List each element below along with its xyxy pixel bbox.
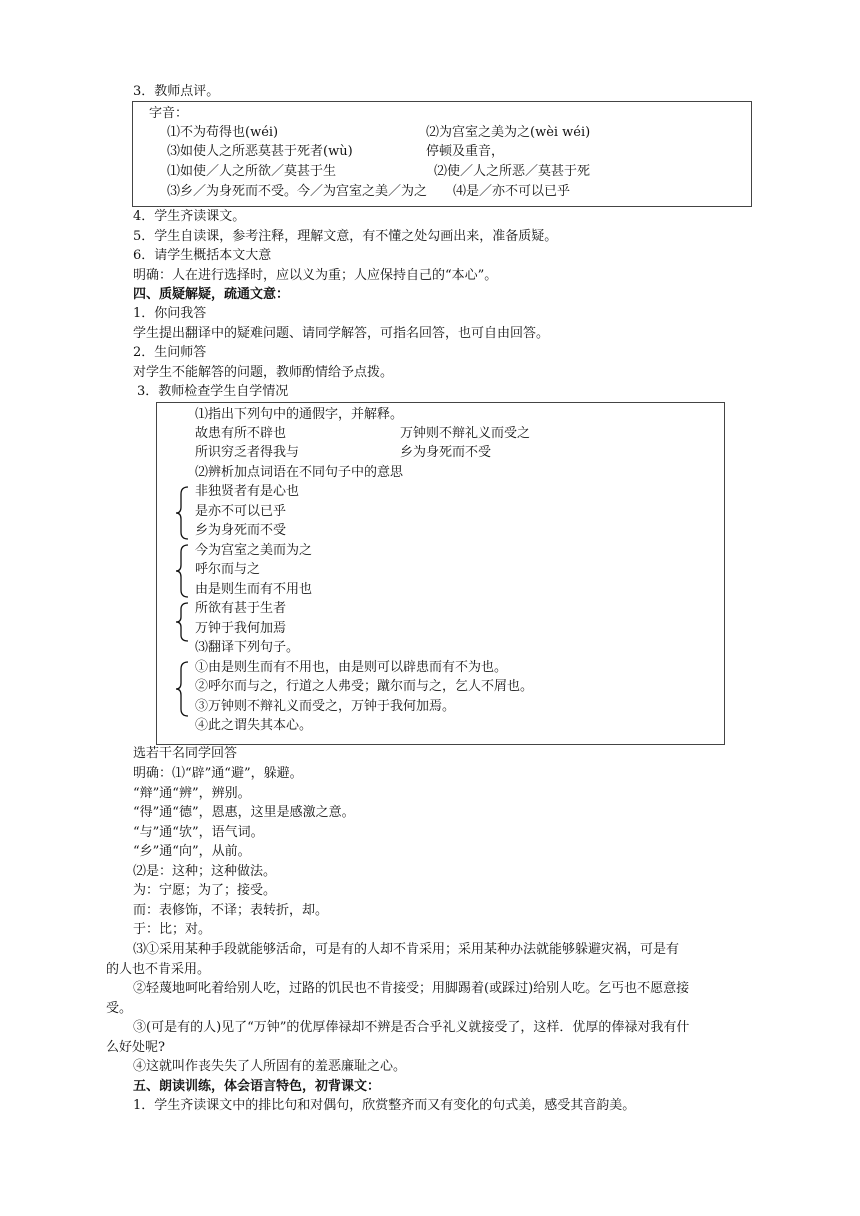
pause-item: ⑶乡／为身死而不受。今／为宫室之美／为之 ⑷是／亦不可以已乎 (167, 184, 571, 199)
answer-line: 于：比；对。 (133, 922, 212, 937)
item-2-text: 对学生不能解答的问题，教师酌情给予点拨。 (133, 365, 394, 380)
pause-item: ⑵使／人之所恶／莫甚于死 (434, 164, 591, 179)
word-sentence: 是亦不可以已乎 (195, 504, 287, 519)
section-5-item-1: 1．学生齐读课文中的排比句和对偶句，欣赏整齐而又有变化的句式美，感受其音韵美。 (133, 1098, 636, 1113)
translate-sentence: ①由是则生而有不用也，由是则可以辟患而有不为也。 (195, 660, 508, 675)
exercise-sentence: 所识穷乏者得我与 (195, 445, 300, 460)
pronunciation-item: ⑴不为苟得也(wéi) (167, 125, 279, 140)
answer-line: ⑵是：这种；这种做法。 (133, 864, 277, 879)
answer-line: “辩”通“辨”，辨别。 (133, 786, 251, 801)
answer-line: 明确：⑴“辟”通“避”，躲避。 (133, 766, 303, 781)
step-4: 4．学生齐读课文。 (133, 209, 246, 224)
brace-icon (174, 486, 190, 540)
word-sentence: 乡为身死而不受 (195, 523, 287, 538)
answer-line: ④这就叫作丧失失了人所固有的羞恶廉耻之心。 (133, 1059, 407, 1074)
word-sentence: 非独贤者有是心也 (195, 484, 300, 499)
translate-sentence: ③万钟则不辩礼义而受之，万钟于我何加焉。 (195, 699, 456, 714)
answer-line: 为：宁愿；为了；接受。 (133, 883, 277, 898)
exercise-sentence: 万钟则不辩礼义而受之 (400, 426, 531, 441)
translate-sentence: ④此之谓失其本心。 (195, 718, 313, 733)
answer-line: “得”通“德”，恩惠，这里是感激之意。 (133, 805, 355, 820)
word-sentence: 今为宫室之美而为之 (195, 543, 313, 558)
step-6: 6．请学生概括本文大意 (133, 248, 272, 263)
answer-line: ⑶①采用某种手段就能够活命，可是有的人却不肯采用；采用某种办法就能够躲避灾祸，可是有 (133, 942, 680, 957)
step-6-answer: 明确：人在进行选择时，应以义为重；人应保持自己的“本心”。 (133, 268, 498, 283)
answer-line: ②轻蔑地呵叱着给别人吃，过路的饥民也不肯接受；用脚踢着(或踩过)给别人吃。乞丐也不愿意接 (133, 981, 690, 996)
answer-line: 受。 (106, 1001, 133, 1016)
pronunciation-item: ⑶如使人之所恶莫甚于死者(wù) (167, 144, 353, 159)
pause-stress-label: 停顿及重音， (426, 144, 505, 159)
item-1-text: 学生提出翻译中的疑难问题、请同学解答，可指名回答，也可自由回答。 (133, 326, 550, 341)
exercise-1-title: ⑴指出下列句中的通假字，并解释。 (195, 407, 404, 422)
exercise-3-title: ⑶翻译下列句子。 (195, 640, 300, 655)
section-4-title: 四、质疑解疑，疏通文意： (133, 287, 290, 302)
answers-lead: 选若干名同学回答 (133, 746, 238, 761)
answer-line: ③(可是有的人)见了“万钟”的优厚俸禄却不辨是否合乎礼义就接受了，这样．优厚的俸禄对我有什 (133, 1020, 690, 1035)
exercise-sentence: 故患有所不辟也 (195, 426, 287, 441)
word-sentence: 由是则生而有不用也 (195, 582, 313, 597)
step-3-heading: 3．教师点评。 (133, 84, 220, 99)
item-1: 1．你问我答 (133, 306, 207, 321)
pronunciation-title: 字音： (149, 106, 189, 121)
word-sentence: 呼尔而与之 (195, 562, 261, 577)
step-5: 5．学生自读课，参考注释，理解文意，有不懂之处勾画出来，准备质疑。 (133, 229, 558, 244)
brace-icon (174, 602, 190, 642)
pronunciation-item: ⑵为宫室之美为之(wèi wéi) (426, 125, 591, 140)
brace-icon (174, 544, 190, 598)
answer-line: 的人也不肯采用。 (106, 962, 211, 977)
answer-line: 么好处呢? (106, 1040, 165, 1055)
answer-line: 而：表修饰，不译；表转折，却。 (133, 903, 329, 918)
item-2: 2．生问师答 (133, 345, 207, 360)
answer-line: “与”通“欤”，语气词。 (133, 825, 264, 840)
exercise-2-title: ⑵辨析加点词语在不同句子中的意思 (195, 465, 404, 480)
brace-icon (174, 661, 190, 717)
word-sentence: 万钟于我何加焉 (195, 621, 287, 636)
word-sentence: 所欲有甚于生者 (195, 601, 287, 616)
exercise-sentence: 乡为身死而不受 (400, 445, 492, 460)
answer-line: “乡”通“向”，从前。 (133, 844, 251, 859)
pause-item: ⑴如使／人之所欲／莫甚于生 (167, 164, 337, 179)
section-5-title: 五、朗读训练，体会语言特色，初背课文： (133, 1079, 381, 1094)
translate-sentence: ②呼尔而与之，行道之人弗受；蹴尔而与之，乞人不屑也。 (195, 679, 534, 694)
item-3: 3．教师检查学生自学情况 (137, 384, 289, 399)
